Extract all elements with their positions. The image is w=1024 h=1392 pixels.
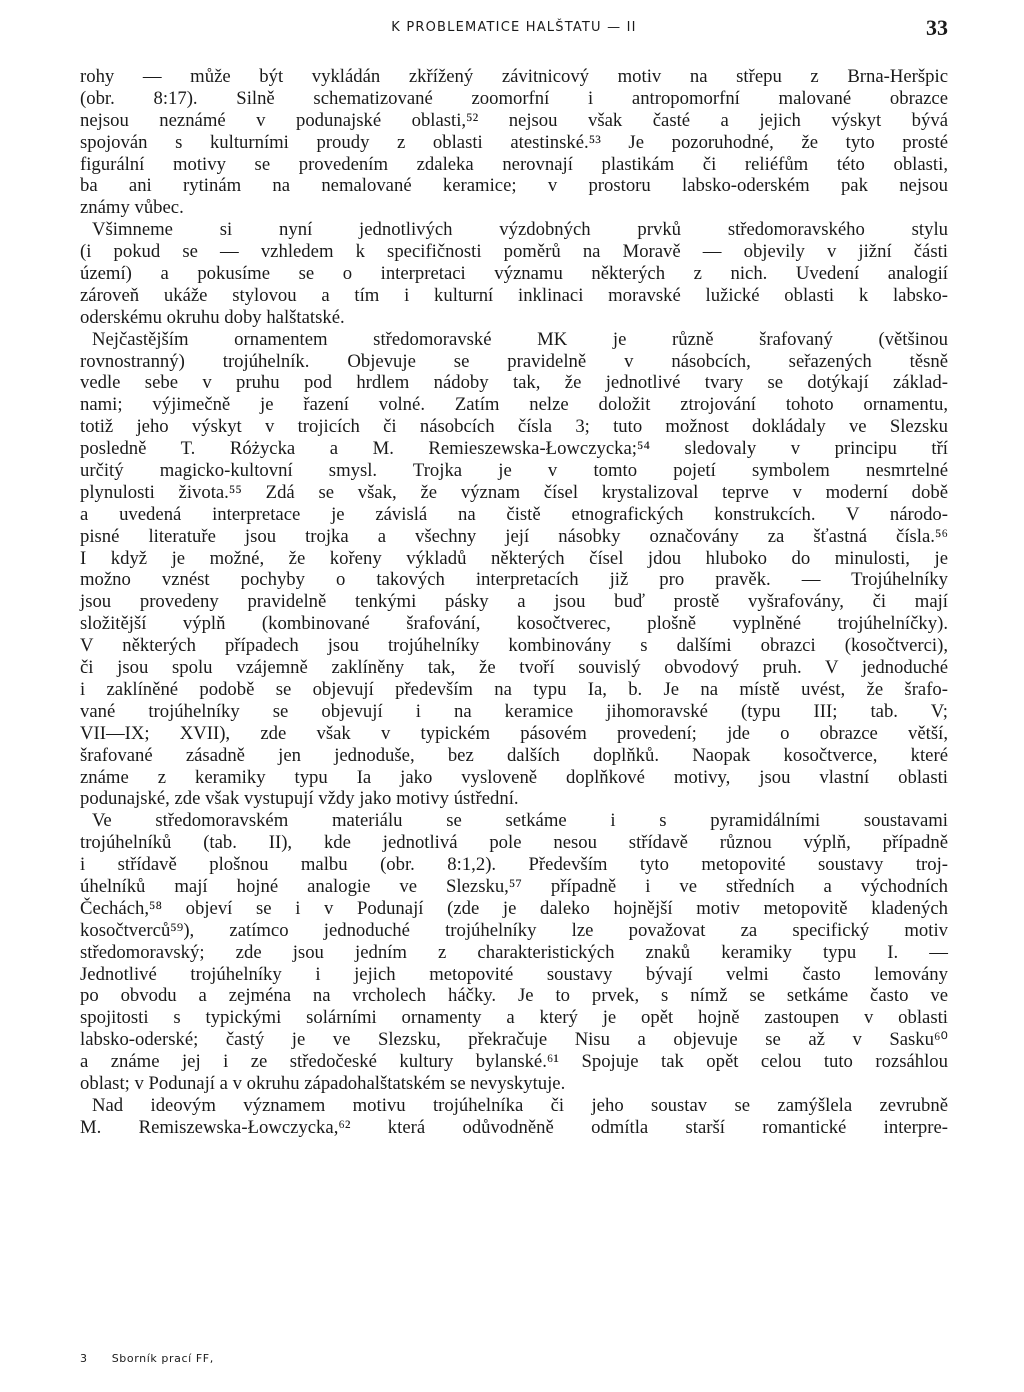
- text-line: trojúhelníků (tab. II), kde jednotlivá pole nesou střídavě různou výplň, případně: [80, 832, 948, 854]
- text-line: V některých případech jsou trojúhelníky kombinovány s dalšími obrazci (kosočtverci),: [80, 635, 948, 657]
- text-line: vedle sebe v pruhu pod hrdlem nádoby tak, že jednotlivé tvary se dotýkají základ-: [80, 372, 948, 394]
- paragraph-first-line: Nejčastějším ornamentem středomoravské MK je různě šrafovaný (většinou: [92, 328, 948, 350]
- text-line: úhelníků mají hojné analogie ve Slezsku,⁵⁷ případně i ve středních a východních: [80, 875, 948, 897]
- text-line: území) a pokusíme se o interpretaci významu některých z nich. Uvedení analogií: [80, 263, 948, 285]
- text-line: figurální motivy se provedením zdaleka nerovnají plastikám či reliéfům této oblasti,: [80, 153, 948, 175]
- text-line: Čechách,⁵⁸ objeví se i v Podunají (zde je daleko hojnější motiv metopovitě kladených: [80, 897, 948, 919]
- text-line: a známe jej i ze středočeské kultury bylanské.⁶¹ Spojuje tak opět celou tuto rozsáhlou: [80, 1051, 948, 1073]
- text-line: šrafované zásadně jen jednoduše, bez dalších doplňků. Naopak kosočtverce, které: [80, 744, 948, 766]
- paragraph-first-line: Ve středomoravském materiálu se setkáme i s pyramidálními soustavami: [92, 810, 948, 832]
- text-line: posledně T. Różycka a M. Remieszewska-Łowczycka;⁵⁴ sledovaly v principu tří: [80, 438, 948, 460]
- text-line: oderskému okruhu doby halštatské.: [80, 306, 345, 328]
- text-line: nejsou neznámé v podunajské oblasti,⁵² nejsou však časté a jejich výskyt bývá: [80, 109, 948, 131]
- signature-footer: [80, 1352, 214, 1365]
- running-head: [80, 15, 948, 46]
- text-line: rovnostranný) trojúhelník. Objevuje se pravidelně v násobcích, seřazených těsně: [80, 350, 948, 372]
- text-line: po obvodu a zejména na vrcholech háčky. Je to prvek, s nímž se setkáme často ve: [80, 985, 948, 1007]
- paragraph-first-line: Všimneme si nyní jednotlivých výzdobných prvků středomoravského stylu: [92, 219, 948, 241]
- text-line: jsou provedeny pravidelně tenkými pásky a jsou buď prostě vyšrafovány, či mají: [80, 591, 948, 613]
- text-line: středomoravský; zde jsou jedním z charakteristických znaků keramiky typu I. —: [80, 941, 948, 963]
- text-line: určitý magicko-kultovní smysl. Trojka je v tomto pojetí symbolem nesmrtelné: [80, 460, 948, 482]
- text-line: možno vznést pochyby o takových interpretacích již pro pravěk. — Trojúhelníky: [80, 569, 948, 591]
- text-line: totiž jeho výskyt v trojicích či násobcích čísla 3; tuto možnost dokládaly ve Slezsku: [80, 416, 948, 438]
- text-line: i zaklíněné podobě se objevují především na typu Ia, b. Je na místě uvést, že šrafo-: [80, 678, 948, 700]
- page-number: 33: [926, 15, 948, 40]
- signature-text: Sborník prací FF,: [111, 1352, 214, 1365]
- text-line: i střídavě plošnou malbu (obr. 8:1,2). Především tyto metopovité soustavy troj-: [80, 854, 948, 876]
- text-line: známe z keramiky typu Ia jako vysloveně doplňkové motivy, jsou vlastní oblasti: [80, 766, 948, 788]
- text-line: složitější výplň (kombinované šrafování, kosočtverec, plošně vyplněné trojúhelníčky).: [80, 613, 948, 635]
- text-line: ba ani rytinám na nemalované keramice; v prostoru labsko-oderském pak nejsou: [80, 175, 948, 197]
- running-title: K PROBLEMATICE HALŠTATU — II: [391, 20, 637, 35]
- text-line: oblast; v Podunají a v okruhu západohalštatském se nevyskytuje.: [80, 1072, 566, 1094]
- paragraph-first-line: Nad ideovým významem motivu trojúhelníka či jeho soustav se zamýšlela zevrubně: [92, 1094, 948, 1116]
- text-line: či jsou spolu vzájemně zaklíněny tak, že tvoří souvislý obvodový pruh. V jednoduché: [80, 657, 948, 679]
- text-line: (obr. 8:17). Silně schematizované zoomorfní i antropomorfní malované obrazce: [80, 87, 948, 109]
- text-line: nami; výjimečně je řazení volné. Zatím nelze doložit ztrojování tohoto ornamentu,: [80, 394, 948, 416]
- text-line: Jednotlivé trojúhelníky i jejich metopovité soustavy bývají velmi často lemovány: [80, 963, 948, 985]
- text-line: I když je možné, že kořeny výkladů některých čísel jdou hluboko do minulosti, je: [80, 547, 948, 569]
- text-line: M. Remiszewska-Łowczycka,⁶² která odůvodněně odmítla starší romantické interpre-: [80, 1116, 948, 1138]
- text-line: známy vůbec.: [80, 197, 184, 219]
- text-line: rohy — může být vykládán zkřížený závitnicový motiv na střepu z Brna-Heršpic: [80, 66, 948, 87]
- text-line: spojitosti s typickými solárními ornamenty a který je opět hojně zastoupen v oblasti: [80, 1007, 948, 1029]
- text-line: podunajské, zde však vystupují vždy jako motivy ústřední.: [80, 788, 519, 810]
- text-line: kosočtverců⁵⁹), zatímco jednoduché trojúhelníky lze považovat za specifický motiv: [80, 919, 948, 941]
- text-line: labsko-oderské; častý je ve Slezsku, překračuje Nisu a objevuje se až v Sasku⁶⁰: [80, 1029, 948, 1051]
- text-line: plynulosti života.⁵⁵ Zdá se však, že význam čísel krystalizoval teprve v moderní době: [80, 481, 948, 503]
- text-line: zároveň ukáže stylovou a tím i kulturní inklinaci moravské lužické oblasti k labsko-: [80, 284, 948, 306]
- text-line: a uvedená interpretace je závislá na čistě etnografických konstrukcích. V národo-: [80, 503, 948, 525]
- text-line: pisné literatuře jsou trojka a všechny její násobky označovány za šťastná čísla.⁵⁶: [80, 525, 948, 547]
- text-line: (i pokud se — vzhledem k specifičnosti poměrů na Moravě — objevily v jižní části: [80, 241, 948, 263]
- text-line: VII—IX; XVII), zde však v typickém pásovém provedení; jde o obrazce větší,: [80, 722, 948, 744]
- body-text: [80, 66, 948, 1139]
- text-line: spojován s kulturními proudy z oblasti atestinské.⁵³ Je pozoruhodné, že tyto prosté: [80, 131, 948, 153]
- signature-number: 3: [80, 1352, 88, 1365]
- text-line: vané trojúhelníky se objevují i na keramice jihomoravské (typu III; tab. V;: [80, 700, 948, 722]
